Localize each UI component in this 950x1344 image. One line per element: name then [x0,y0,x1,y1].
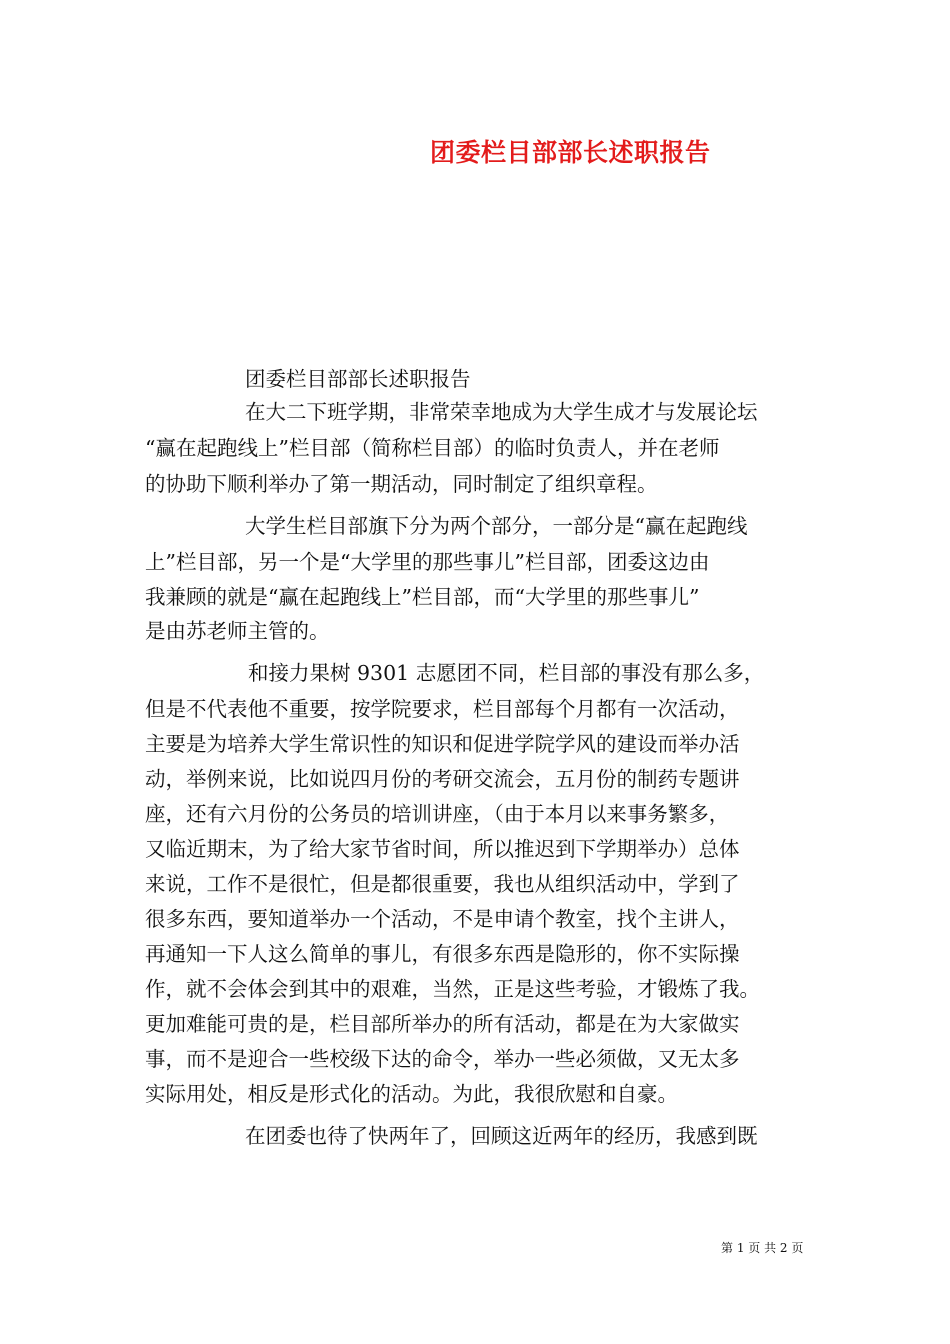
document-title: 团委栏目部部长述职报告 [430,138,711,167]
body-line: 更加难能可贵的是，栏目部所举办的所有活动，都是在为大家做实 [145,1012,740,1036]
body-line: 上”栏目部，另一个是“大学里的那些事儿”栏目部，团委这边由 [145,550,710,574]
body-line: 事，而不是迎合一些校级下达的命令，举办一些必须做，又无太多 [145,1047,740,1071]
body-line: 再通知一下人这么简单的事儿，有很多东西是隐形的，你不实际操 [145,942,740,966]
body-line: 很多东西，要知道举办一个活动，不是申请个教室，找个主讲人， [145,907,740,931]
body-line: 作，就不会体会到其中的艰难，当然，正是这些考验，才锻炼了我。 [145,977,760,1001]
body-line: 的协助下顺利举办了第一期活动，同时制定了组织章程。 [145,472,658,496]
body-line: 是由苏老师主管的。 [145,619,330,643]
body-line: 主要是为培养大学生常识性的知识和促进学院学风的建设而举办活 [145,732,740,756]
body-line: “赢在起跑线上”栏目部（简称栏目部）的临时负责人，并在老师 [145,436,720,460]
body-line: 但是不代表他不重要，按学院要求，栏目部每个月都有一次活动， [145,697,740,721]
body-line: 实际用处，相反是形式化的活动。为此，我很欣慰和自豪。 [145,1082,678,1106]
body-line: 我兼顾的就是“赢在起跑线上”栏目部，而“大学里的那些事儿” [145,585,700,609]
body-line: 在大二下班学期，非常荣幸地成为大学生成才与发展论坛 [245,400,758,424]
page-number-footer: 第 1 页 共 2 页 [721,1241,804,1255]
body-line: 团委栏目部部长述职报告 [245,367,471,391]
body-line: 来说，工作不是很忙，但是都很重要，我也从组织活动中，学到了 [145,872,740,896]
body-line: 大学生栏目部旗下分为两个部分，一部分是“赢在起跑线 [245,514,748,538]
body-line: 和接力果树 9301 志愿团不同，栏目部的事没有那么多， [248,661,765,685]
body-line: 又临近期末，为了给大家节省时间，所以推迟到下学期举办）总体 [145,837,740,861]
body-line: 动，举例来说，比如说四月份的考研交流会，五月份的制药专题讲 [145,767,740,791]
body-line: 座，还有六月份的公务员的培训讲座，（由于本月以来事务繁多， [145,802,730,826]
body-line: 在团委也待了快两年了，回顾这近两年的经历，我感到既 [245,1124,758,1148]
